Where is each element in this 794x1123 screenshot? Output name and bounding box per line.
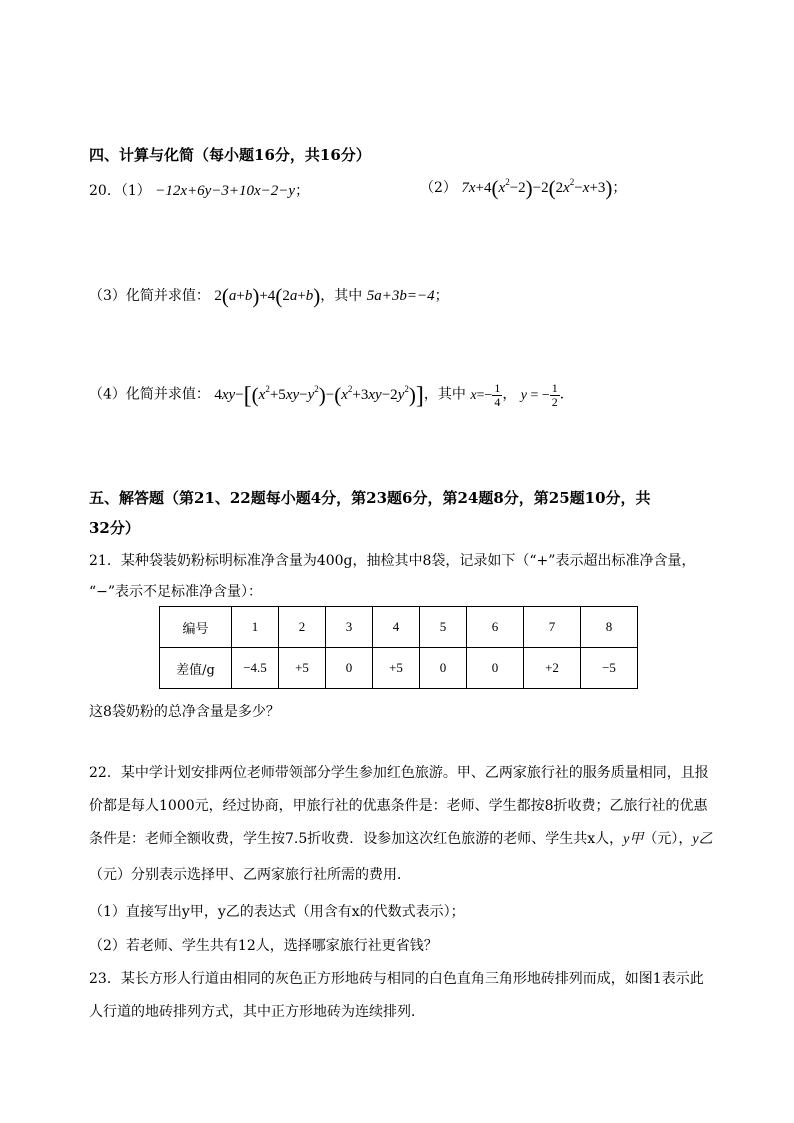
q20-p3-condition: 5a+3b=−4 <box>366 288 435 304</box>
table-header-label: 编号 <box>160 607 232 648</box>
table-cell: −4.5 <box>232 648 279 689</box>
table-cell: 2 <box>279 607 326 648</box>
q22-y-jia: y甲 <box>623 832 644 847</box>
q20-p4-mid: ，其中 <box>423 386 466 403</box>
q20-p2-label: （2） <box>420 180 457 196</box>
q21-question: 这8袋奶粉的总净含量是多少？ <box>89 704 280 720</box>
table-cell: 4 <box>373 607 420 648</box>
q20-p4-x-value: x=− $\frac{1}{4}$ <box>470 381 501 409</box>
q22-line2: 价都是每人1000元，经过协商，甲旅行社的优惠条件是：老师、学生都按8折收费；乙旅行社的优惠 <box>89 798 708 814</box>
table-row <box>160 607 638 648</box>
table-cell: +2 <box>524 648 581 689</box>
q22-sub2: （2）若老师、学生共有12人，选择哪家旅行社更省钱？ <box>89 938 438 954</box>
section-5-heading-line1: 五、解答题（第21、22题每小题4分，第23题6分，第24题8分，第25题10分，共 <box>89 489 651 507</box>
section-5-heading-line2: 32分） <box>89 519 140 537</box>
q21-table <box>159 606 638 689</box>
q21-line2: “−”表示不足标准净含量）： <box>89 584 263 600</box>
q22-line3-text: 条件是：老师全额收费，学生按7.5折收费．设参加这次红色旅游的老师、学生共x人， <box>89 831 624 847</box>
table-row-label: 差值/g <box>160 648 232 689</box>
table-cell: 5 <box>420 607 467 648</box>
q22-unit: （元）， <box>643 831 693 847</box>
table-row <box>160 648 638 689</box>
q20-p3-end: ； <box>434 288 449 304</box>
table-cell: 6 <box>467 607 524 648</box>
table-cell: +5 <box>373 648 420 689</box>
q20-p3-label: （3）化简并求值： <box>89 288 210 304</box>
q20-p1-expression: −12x+6y−3+10x−2−y <box>155 183 296 199</box>
q23-line1: 23．某长方形人行道由相同的灰色正方形地砖与相同的白色直角三角形地砖排列而成，如图1表示此 <box>89 971 704 987</box>
q20-p4-expression: $4xy-[(x^2+5xy-y^2)-(x^2+3xy-2y^2)]$ <box>214 382 424 409</box>
q20-p4-y-value: y = − $\frac{1}{2}$ <box>520 381 558 409</box>
q21-line1: 21．某种袋装奶粉标明标准净含量为400g，抽检其中8袋，记录如下（“+”表示超出标准净含量， <box>89 553 696 569</box>
table-cell: +5 <box>279 648 326 689</box>
q20-part3 <box>89 284 449 309</box>
q22-sub1: （1）直接写出y甲，y乙的表达式（用含有x的代数式表示）； <box>89 904 465 920</box>
q22-line3 <box>89 828 713 848</box>
q20-p2-end: ； <box>612 180 627 196</box>
q20-part1 <box>89 180 309 200</box>
table-cell: 0 <box>326 648 373 689</box>
q20-p3-expression: 2(a+b)+4(2a+b) <box>214 284 321 308</box>
q20-p1-end: ； <box>295 183 310 199</box>
q20-p2-expression: $7x+4(x^2-2)-2(2x^2-x+3)$ <box>461 176 613 200</box>
q20-p4-end: ． <box>559 386 574 403</box>
q20-number: 20． <box>89 183 121 199</box>
table-cell: 3 <box>326 607 373 648</box>
q20-p1-label: （1） <box>120 183 151 199</box>
q20-p4-label: （4）化简并求值： <box>89 386 210 403</box>
q20-part4: （4）化简并求值： $4xy-[(x^2+5xy-y^2)-(x^2+3xy-2y^2)]$，其中 x=− $\frac{1}{4}$ ， y = − $\frac{1}{2}$ ． <box>89 381 574 409</box>
q22-line1: 22．某中学计划安排两位老师带领部分学生参加红色旅游。甲、乙两家旅行社的服务质量相同，且报 <box>89 765 709 781</box>
table-cell: 1 <box>232 607 279 648</box>
table-cell: 7 <box>524 607 581 648</box>
table-cell: −5 <box>581 648 638 689</box>
q20-part2 <box>420 176 626 201</box>
table-cell: 0 <box>467 648 524 689</box>
q22-line4: （元）分别表示选择甲、乙两家旅行社所需的费用． <box>89 867 411 883</box>
q20-p3-mid: ，其中 <box>320 288 363 304</box>
table-cell: 8 <box>581 607 638 648</box>
q23-line2: 人行道的地砖排列方式，其中正方形地砖为连续排列． <box>89 1004 425 1020</box>
table-cell: 0 <box>420 648 467 689</box>
section-4-heading: 四、计算与化简（每小题16分，共16分） <box>89 146 371 164</box>
q22-y-yi: y乙 <box>692 832 713 847</box>
